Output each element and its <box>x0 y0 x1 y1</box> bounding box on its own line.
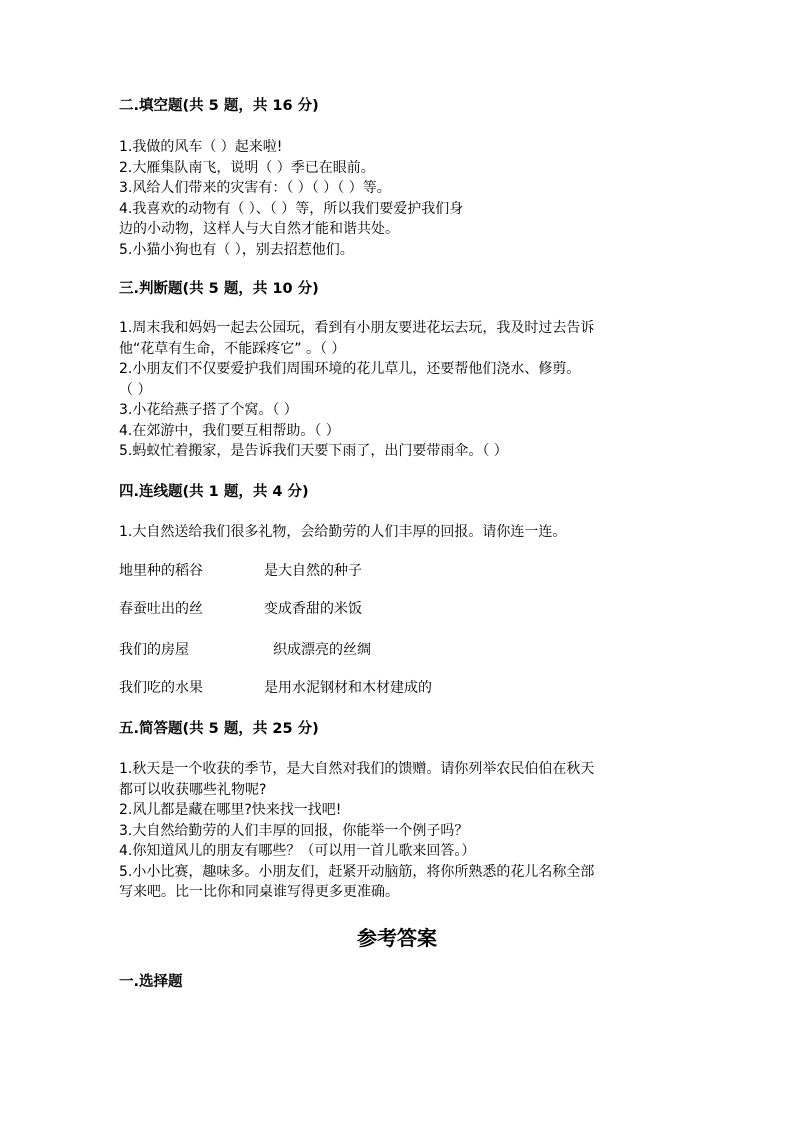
question-line: 5.小猫小狗也有（ ），别去招惹他们。 <box>119 241 354 258</box>
question-line: 1.大自然送给我们很多礼物，会给勤劳的人们丰厚的回报。请你连一连。 <box>119 524 567 540</box>
question-line: 都可以收获哪些礼物呢? <box>119 781 267 798</box>
section-heading-multiple-choice: 一.选择题 <box>119 974 183 990</box>
answer-key-title: 参考答案 <box>357 926 437 950</box>
question-line: （ ） <box>119 381 152 398</box>
question-line: 3.风给人们带来的灾害有：（ ）（ ）（ ）等。 <box>119 180 391 196</box>
section-heading-short-answer: 五.简答题(共 5 题，共 25 分) <box>119 721 319 737</box>
section-heading-true-false: 三.判断题(共 5 题，共 10 分) <box>119 281 319 297</box>
match-right-item: 是用水泥钢材和木材建成的 <box>264 680 432 696</box>
match-left-item: 我们的房屋 <box>119 642 189 658</box>
question-line: 边的小动物，这样人与大自然才能和谐共处。 <box>119 221 399 237</box>
match-right-item: 是大自然的种子 <box>264 563 362 579</box>
match-left-item: 地里种的稻谷 <box>119 563 203 579</box>
section-heading-matching: 四.连线题(共 1 题，共 4 分) <box>119 484 309 500</box>
question-line: 5.小小比赛，趣味多。小朋友们，赶紧开动脑筋，将你所熟悉的花儿名称全部 <box>119 863 595 880</box>
question-line: 3.大自然给勤劳的人们丰厚的回报，你能举一个例子吗？ <box>119 822 469 839</box>
question-line: 2.大雁集队南飞，说明（ ）季已在眼前。 <box>119 159 375 176</box>
match-left-item: 我们吃的水果 <box>119 680 203 696</box>
question-line: 5.蚂蚁忙着搬家，是告诉我们天要下雨了，出门要带雨伞。（ ） <box>119 443 508 459</box>
fill-blank-questions <box>119 137 679 260</box>
match-right-item: 变成香甜的米饭 <box>264 601 362 617</box>
question-line: 写来吧。比一比你和同桌谁写得更多更准确。 <box>119 884 399 900</box>
true-false-questions <box>119 318 679 462</box>
question-line: 4.我喜欢的动物有（ ）、（ ）等，所以我们要爱护我们身 <box>119 200 464 217</box>
section-heading-fill-blank: 二.填空题(共 5 题，共 16 分) <box>119 98 319 114</box>
match-right-item: 织成漂亮的丝绸 <box>273 642 371 658</box>
question-line: 1.秋天是一个收获的季节，是大自然对我们的馈赠。请你列举农民伯伯在秋天 <box>119 761 595 777</box>
question-line: 他“花草有生命，不能踩疼它” 。（ ） <box>119 340 346 357</box>
question-line: 3.小花给燕子搭了个窝。（ ） <box>119 402 298 418</box>
match-left-item: 春蚕吐出的丝 <box>119 601 203 617</box>
short-answer-questions <box>119 759 679 903</box>
question-line: 2.风儿都是藏在哪里?快来找一找吧! <box>119 802 342 818</box>
question-line: 1.我做的风车（ ）起来啦! <box>119 139 283 155</box>
question-line: 2.小朋友们不仅要爱护我们周围环境的花儿草儿，还要帮他们浇水、修剪。 <box>119 361 581 377</box>
question-line: 4.你知道风儿的朋友有哪些？（可以用一首儿歌来回答。） <box>119 843 476 859</box>
question-line: 4.在郊游中，我们要互相帮助。（ ） <box>119 422 340 439</box>
question-line: 1.周末我和妈妈一起去公园玩，看到有小朋友要进花坛去玩，我及时过去告诉 <box>119 320 595 336</box>
